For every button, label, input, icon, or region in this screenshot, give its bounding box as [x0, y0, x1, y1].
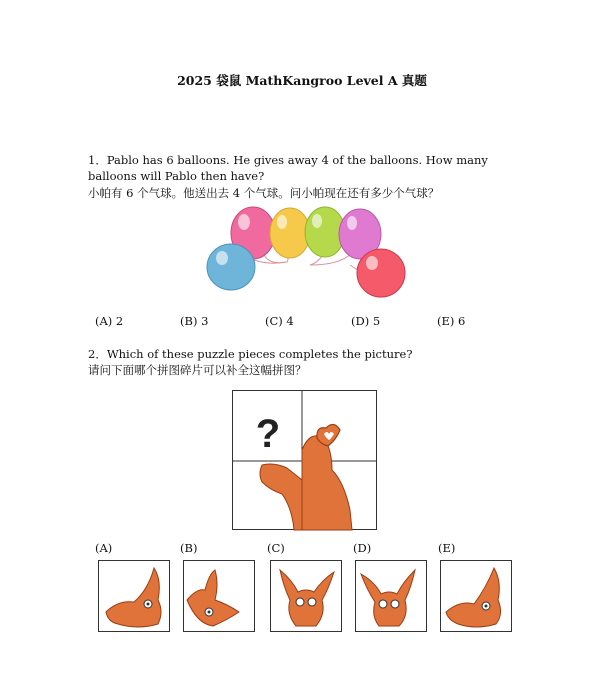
option-c[interactable]: (C) 4: [265, 314, 294, 328]
piece-c[interactable]: [270, 560, 342, 632]
option-d[interactable]: (D) 5: [351, 314, 381, 328]
puzzle-question-mark: ?: [255, 412, 281, 456]
option-d[interactable]: (D): [353, 541, 372, 555]
option-c[interactable]: (C): [267, 541, 285, 555]
option-b[interactable]: (B): [180, 541, 198, 555]
question-1-text-en: 1．Pablo has 6 balloons. He gives away 4 of the balloons. How many balloons will Pablo then have?: [88, 153, 488, 183]
balloon-red: [357, 249, 405, 297]
balloon-blue: [207, 244, 255, 290]
question-1-text-zh: 小帕有 6 个气球。他送出去 4 个气球。问小帕现在还有多少个气球？: [88, 186, 440, 200]
piece-a[interactable]: [98, 560, 170, 632]
balloons-illustration: [200, 205, 420, 305]
option-a[interactable]: (A): [95, 541, 113, 555]
piece-b[interactable]: [183, 560, 255, 632]
page-title: 2025 袋鼠 MathKangroo Level A 真题: [177, 73, 427, 88]
option-e[interactable]: (E) 6: [437, 314, 466, 328]
option-a[interactable]: (A) 2: [95, 314, 124, 328]
option-b[interactable]: (B) 3: [180, 314, 209, 328]
piece-d[interactable]: [355, 560, 427, 632]
puzzle-picture: [232, 390, 377, 530]
balloon-yellow: [270, 208, 310, 258]
question-2-text-en: 2．Which of these puzzle pieces completes the picture?: [88, 347, 413, 361]
piece-e[interactable]: [440, 560, 512, 632]
question-2-text-zh: 请问下面哪个拼图碎片可以补全这幅拼图？: [88, 363, 307, 377]
option-e[interactable]: (E): [438, 541, 456, 555]
